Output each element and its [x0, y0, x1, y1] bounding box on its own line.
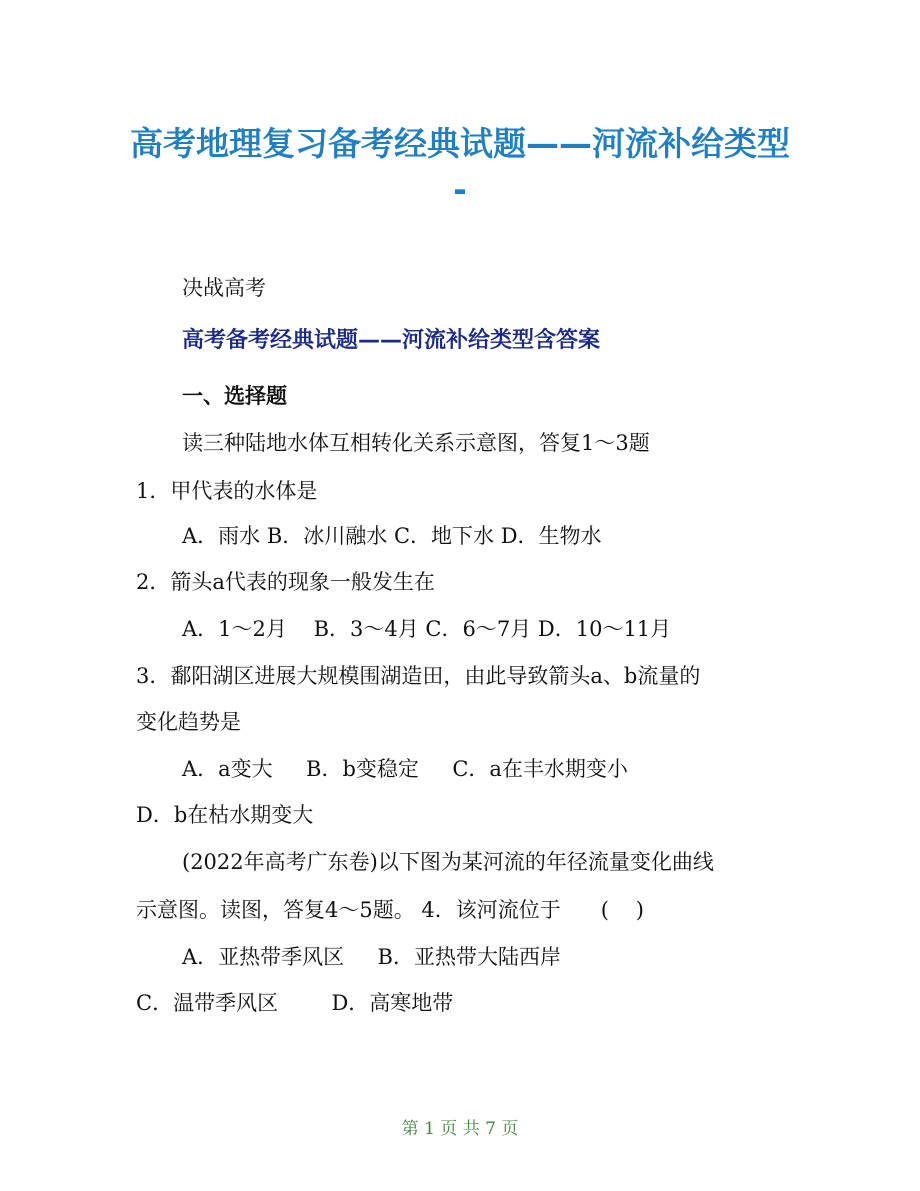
- question-1: 1．甲代表的水体是: [136, 479, 318, 503]
- question-2-options: A．1～2月 B．3～4月 C．6～7月 D．10～11月: [182, 617, 672, 641]
- question-3-continued: 变化趋势是: [136, 710, 241, 734]
- question-3-option-d: D．b在枯水期变大: [136, 803, 314, 827]
- question-4: 示意图。读图，答复4～5题。 4．该河流位于 ( ): [136, 898, 644, 922]
- question-4-options: A．亚热带季风区 B．亚热带大陆西岸: [182, 945, 561, 969]
- question-3: 3．鄱阳湖区进展大规模围湖造田，由此导致箭头a、b流量的: [136, 664, 701, 688]
- section-subtitle: 高考备考经典试题——河流补给类型含答案: [182, 328, 601, 353]
- question-intro-2: (2022年高考广东卷)以下图为某河流的年径流量变化曲线: [182, 850, 714, 874]
- intro-heading: 决战高考: [182, 276, 266, 300]
- section-heading: 一、选择题: [182, 383, 287, 408]
- question-1-options: A．雨水 B．冰川融水 C．地下水 D．生物水: [182, 524, 602, 548]
- document-title: 高考地理复习备考经典试题——河流补给类型: [130, 124, 790, 163]
- question-4-options-continued: C．温带季风区 D．高寒地带: [136, 991, 454, 1015]
- page-footer: 第 1 页 共 7 页: [401, 1119, 519, 1139]
- question-2: 2．箭头a代表的现象一般发生在: [136, 570, 435, 594]
- question-3-options: A．a变大 B．b变稳定 C．a在丰水期变小: [182, 757, 628, 781]
- question-intro: 读三种陆地水体互相转化关系示意图，答复1～3题: [182, 431, 650, 455]
- document-title-continuation: -: [453, 170, 467, 209]
